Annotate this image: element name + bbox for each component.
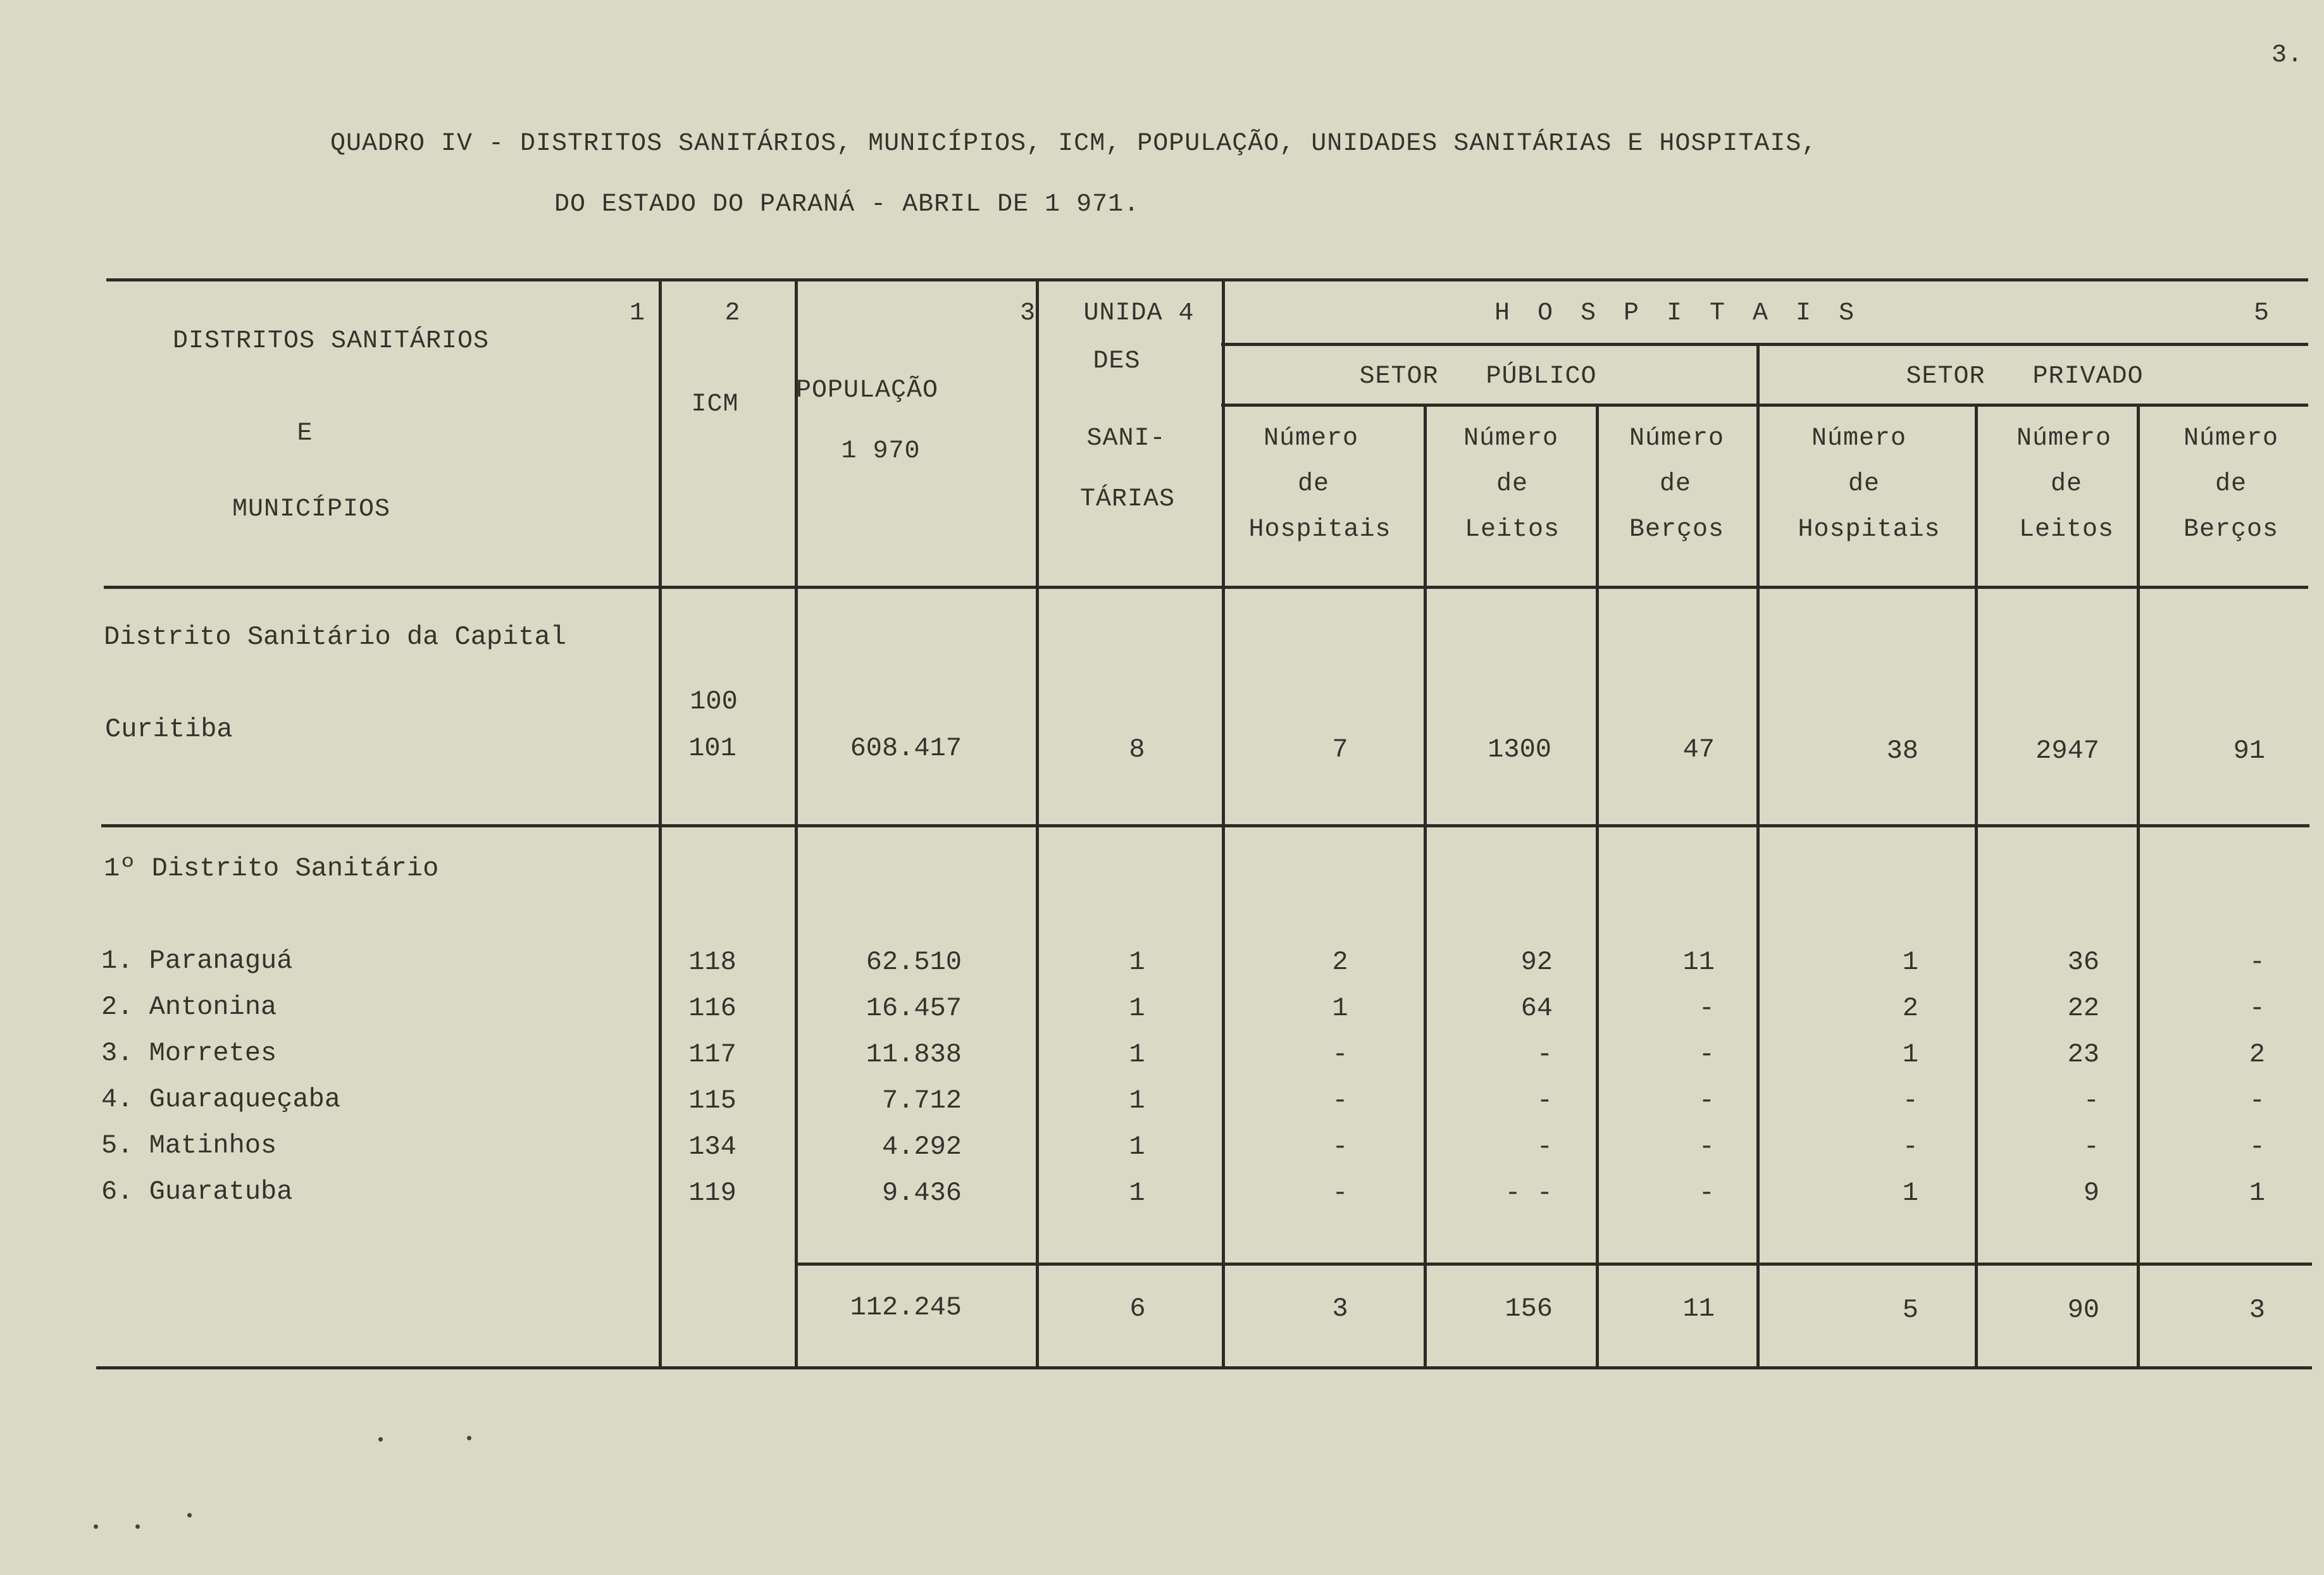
total-priv-hosp: 5 — [1902, 1295, 1918, 1325]
pub-leitos-cell: 64 — [1520, 993, 1553, 1023]
rule-hospitais-under — [1221, 343, 2308, 346]
col2-number: 2 — [724, 299, 741, 328]
pub-leitos-header-l1: Número — [1463, 424, 1559, 453]
priv-hosp-header-l2: de — [1848, 470, 1880, 498]
district-capital-label: Distrito Sanitário da Capital — [104, 622, 566, 652]
priv-bercos-header-l1: Número — [2183, 424, 2279, 453]
rule-v3 — [1036, 280, 1039, 1368]
unidades-cell: 1 — [1129, 1132, 1145, 1162]
population-cell: 11.838 — [866, 1039, 962, 1070]
pub-hosp-cell: - — [1332, 1132, 1348, 1162]
col4-header-line4: TÁRIAS — [1079, 485, 1176, 514]
pub-bercos-header-l2: de — [1659, 470, 1692, 498]
priv-leitos-cell: 2947 — [2035, 736, 2099, 766]
priv-bercos-cell: 1 — [2249, 1178, 2265, 1208]
priv-leitos-header-l2: de — [2050, 470, 2083, 498]
pub-hosp-cell: 7 — [1332, 734, 1348, 765]
table-title-line2: DO ESTADO DO PARANÁ - ABRIL DE 1 971. — [554, 190, 1140, 219]
priv-hosp-cell: 2 — [1902, 993, 1918, 1023]
pub-leitos-cell: - — [1536, 1085, 1553, 1116]
priv-leitos-cell: - — [2083, 1132, 2099, 1162]
pub-bercos-header-l3: Berços — [1629, 516, 1725, 544]
icm-cell: 101 — [688, 733, 736, 763]
col5-number: 5 — [2254, 299, 2270, 328]
priv-hosp-header-l1: Número — [1811, 424, 1907, 453]
rule-capital-bottom — [101, 824, 2309, 827]
pub-bercos-cell: - — [1698, 1085, 1715, 1116]
ink-speck — [467, 1436, 471, 1440]
priv-bercos-header-l3: Berços — [2183, 516, 2279, 544]
pub-hosp-header-l1: Número — [1263, 424, 1359, 453]
setor-privado-header: SETOR PRIVADO — [1906, 362, 2144, 391]
pub-leitos-cell: - — [1536, 1039, 1553, 1070]
priv-leitos-cell: 22 — [2067, 993, 2099, 1023]
pub-bercos-cell: - — [1698, 1132, 1715, 1162]
municipio-name: 1. Paranaguá — [101, 946, 293, 976]
total-priv-leitos: 90 — [2067, 1295, 2099, 1325]
ink-speck — [135, 1524, 140, 1529]
municipio-name: 3. Morretes — [101, 1038, 277, 1068]
priv-leitos-cell: 36 — [2067, 947, 2099, 977]
municipio-name: 2. Antonina — [101, 992, 277, 1022]
pub-hosp-header-l3: Hospitais — [1248, 516, 1391, 544]
pub-hosp-cell: 2 — [1332, 947, 1348, 977]
priv-hosp-cell: 38 — [1886, 736, 1918, 766]
priv-bercos-cell: 91 — [2233, 736, 2265, 766]
population-cell: 7.712 — [881, 1085, 962, 1116]
col1-header-line1: DISTRITOS SANITÁRIOS — [172, 327, 490, 355]
rule-v4 — [1222, 280, 1225, 1368]
unidades-cell: 1 — [1129, 993, 1145, 1023]
rule-setor-under — [1221, 404, 2308, 407]
unidades-cell: 1 — [1129, 947, 1145, 977]
municipio-name: 6. Guaratuba — [101, 1177, 293, 1207]
priv-hosp-cell: 1 — [1902, 1039, 1918, 1070]
rule-v8 — [1975, 405, 1978, 1368]
priv-hosp-cell: - — [1902, 1132, 1918, 1162]
priv-bercos-cell: - — [2249, 993, 2265, 1023]
priv-leitos-header-l1: Número — [2016, 424, 2112, 453]
rule-total-top — [796, 1263, 2312, 1266]
pub-bercos-header-l1: Número — [1629, 424, 1725, 453]
ink-speck — [378, 1437, 383, 1442]
col3-number: 3 — [1020, 299, 1036, 328]
total-pub-hosp: 3 — [1332, 1294, 1348, 1324]
pub-hosp-header-l2: de — [1297, 470, 1330, 498]
pub-bercos-cell: - — [1698, 1178, 1715, 1208]
col2-header-label: ICM — [691, 390, 739, 419]
col4-header-line3: SANI- — [1086, 424, 1166, 453]
total-priv-bercos: 3 — [2249, 1295, 2265, 1325]
rule-v2 — [795, 280, 798, 1368]
unidades-cell: 1 — [1129, 1085, 1145, 1116]
unidades-cell: 8 — [1129, 734, 1145, 765]
icm-cell: 134 — [688, 1132, 736, 1162]
priv-leitos-cell: - — [2083, 1085, 2099, 1116]
total-unidades: 6 — [1129, 1294, 1146, 1324]
pub-bercos-cell: - — [1698, 993, 1715, 1023]
unidades-cell: 1 — [1129, 1039, 1145, 1070]
district-1-label: 1º Distrito Sanitário — [104, 853, 439, 884]
pub-hosp-cell: 1 — [1332, 993, 1348, 1023]
col3-header-line2: 1 970 — [841, 437, 921, 466]
page-number: 3. — [2271, 41, 2304, 70]
pub-leitos-cell: - — [1536, 1132, 1553, 1162]
icm-cell: 116 — [688, 993, 736, 1023]
ink-speck — [187, 1513, 192, 1517]
total-pub-bercos: 11 — [1682, 1294, 1715, 1324]
pub-leitos-cell: - - — [1505, 1178, 1553, 1208]
icm-cell: 115 — [688, 1085, 736, 1116]
icm-cell: 118 — [688, 947, 736, 977]
rule-v5 — [1424, 405, 1427, 1368]
col1-header-line3: MUNICÍPIOS — [232, 495, 391, 524]
table-title-line1: QUADRO IV - DISTRITOS SANITÁRIOS, MUNICÍPIOS, ICM, POPULAÇÃO, UNIDADES SANITÁRIAS E HOSPITAIS, — [330, 130, 1818, 158]
priv-hosp-cell: 1 — [1902, 1178, 1918, 1208]
pub-leitos-cell: 92 — [1520, 947, 1553, 977]
priv-leitos-cell: 9 — [2083, 1178, 2099, 1208]
col1-number: 1 — [630, 299, 646, 328]
icm-cell: 119 — [688, 1178, 736, 1208]
priv-bercos-cell: - — [2249, 947, 2265, 977]
rule-top — [106, 278, 2308, 281]
pub-leitos-header-l3: Leitos — [1464, 516, 1560, 544]
pub-bercos-cell: 47 — [1682, 734, 1715, 765]
pub-bercos-cell: - — [1698, 1039, 1715, 1070]
municipio-name: 5. Matinhos — [101, 1130, 277, 1161]
capital-icm-top: 100 — [690, 686, 738, 717]
pub-leitos-cell: 1300 — [1488, 734, 1551, 765]
rule-bottom — [96, 1366, 2312, 1369]
priv-hosp-header-l3: Hospitais — [1798, 516, 1941, 544]
priv-hosp-cell: 1 — [1902, 947, 1918, 977]
priv-bercos-header-l2: de — [2215, 470, 2247, 498]
pub-hosp-cell: - — [1332, 1085, 1348, 1116]
setor-publico-header: SETOR PÚBLICO — [1359, 362, 1597, 391]
pub-leitos-header-l2: de — [1496, 470, 1529, 498]
pub-hosp-cell: - — [1332, 1178, 1348, 1208]
col4-header-line2: DES — [1093, 347, 1141, 376]
priv-leitos-header-l3: Leitos — [2018, 516, 2115, 544]
pub-bercos-cell: 11 — [1682, 947, 1715, 977]
priv-bercos-cell: 2 — [2249, 1039, 2265, 1070]
rule-v7 — [1756, 344, 1760, 1368]
col1-header-line2: E — [297, 419, 313, 448]
icm-cell: 117 — [688, 1039, 736, 1070]
col3-header-line1: POPULAÇÃO — [796, 376, 939, 405]
population-cell: 9.436 — [881, 1178, 962, 1208]
priv-hosp-cell: - — [1902, 1085, 1918, 1116]
rule-v1 — [659, 280, 662, 1368]
hospitais-header: H O S P I T A I S — [1494, 299, 1855, 328]
pub-hosp-cell: - — [1332, 1039, 1348, 1070]
population-cell: 16.457 — [866, 993, 962, 1023]
population-cell: 4.292 — [881, 1132, 962, 1162]
municipio-name: Curitiba — [105, 714, 233, 744]
priv-bercos-cell: - — [2249, 1132, 2265, 1162]
priv-leitos-cell: 23 — [2067, 1039, 2099, 1070]
total-population: 112.245 — [850, 1292, 962, 1323]
priv-bercos-cell: - — [2249, 1085, 2265, 1116]
municipio-name: 4. Guaraqueçaba — [101, 1084, 341, 1115]
rule-v6 — [1596, 405, 1599, 1368]
col4-header-line1: UNIDA 4 — [1083, 299, 1195, 328]
ink-speck — [94, 1524, 98, 1529]
unidades-cell: 1 — [1129, 1178, 1145, 1208]
population-cell: 62.510 — [866, 947, 962, 977]
population-cell: 608.417 — [850, 733, 962, 763]
total-pub-leitos: 156 — [1505, 1294, 1553, 1324]
rule-v9 — [2137, 405, 2140, 1368]
